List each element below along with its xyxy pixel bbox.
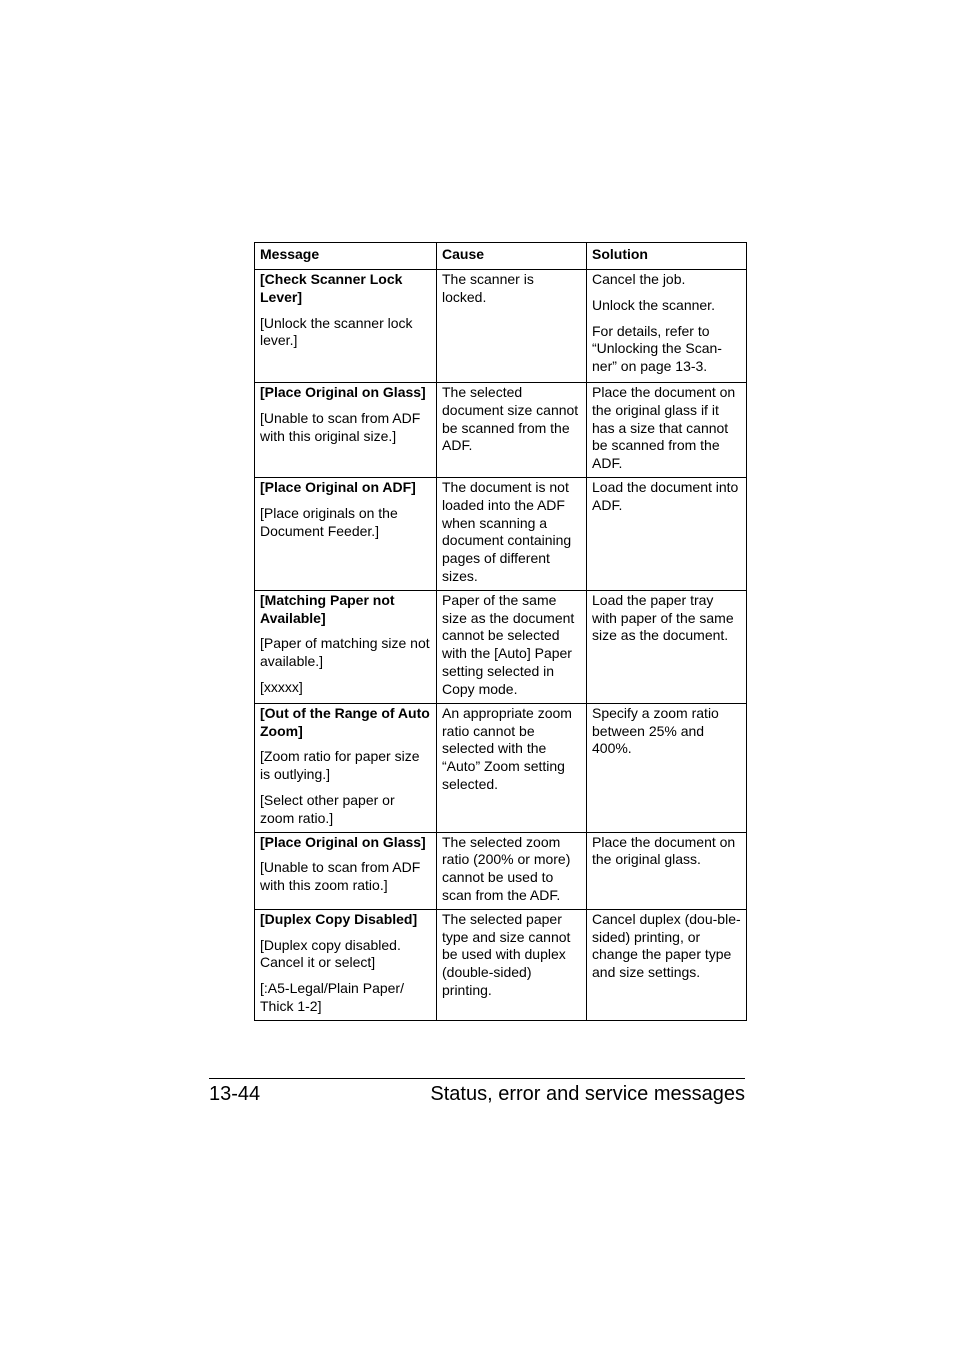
message-title: [Check Scanner Lock Lever]: [260, 271, 403, 305]
cause-cell: [437, 703, 587, 832]
message-text: [xxxxx]: [260, 678, 303, 695]
cause-text: Paper of the same size as the document cannot be selected with the [Auto] Paper setting selected in Copy mode.: [442, 591, 575, 697]
solution-text: Cancel duplex (dou-ble-sided) printing, or change the paper type and size settings.: [592, 910, 741, 981]
header-cause: Cause: [437, 243, 587, 270]
table-row: [255, 383, 747, 478]
table-row: [255, 909, 747, 1020]
solution-cell: [587, 590, 747, 703]
message-text: [Unlock the scanner lock lever.]: [260, 314, 413, 349]
table-row: [255, 478, 747, 591]
cause-text: The document is not loaded into the ADF when scanning a document containing pages of different sizes.: [442, 479, 572, 584]
cause-cell: [437, 270, 587, 383]
message-title: [Place Original on ADF]: [260, 479, 416, 495]
message-text: [Paper of matching size not available.]: [260, 635, 430, 670]
message-text: [Place originals on the Document Feeder.]: [260, 504, 398, 539]
table-row: [255, 832, 747, 909]
cause-text: The selected paper type and size cannot be used with duplex (double-sided) printing.: [442, 910, 571, 998]
solution-text: Place the document on the original glass.: [592, 833, 736, 868]
message-text: [Duplex copy disabled. Cancel it or select]: [260, 936, 401, 971]
solution-text: Cancel the job.: [592, 271, 686, 287]
solution-cell: [587, 703, 747, 832]
solution-text: Specify a zoom ratio between 25% and 400%.: [592, 704, 719, 757]
message-text: [Zoom ratio for paper size is outlying.]: [260, 748, 420, 783]
message-cell: [255, 590, 437, 703]
message-text: [:A5-Legal/Plain Paper/ Thick 1-2]: [260, 980, 404, 1014]
message-cell: [255, 383, 437, 478]
cause-text: The scanner is locked.: [442, 271, 534, 305]
message-title: [Duplex Copy Disabled]: [260, 910, 418, 927]
header-solution: Solution: [587, 243, 747, 270]
solution-text: Place the document on the original glass if it has a size that cannot be scanned from the ADF.: [592, 384, 736, 472]
table-row: [255, 590, 747, 703]
table-header-row: [255, 243, 747, 270]
solution-cell: [587, 909, 747, 1020]
message-cell: [255, 478, 437, 591]
cause-cell: [437, 832, 587, 909]
solution-text: Load the paper tray with paper of the same size as the document.: [592, 591, 734, 644]
table-row: [255, 703, 747, 832]
message-cell: [255, 270, 437, 383]
message-text: [Select other paper or zoom ratio.]: [260, 791, 395, 826]
message-title: [Matching Paper not Available]: [260, 591, 395, 626]
message-cell: [255, 832, 437, 909]
section-title: Status, error and service messages: [430, 1083, 745, 1105]
solution-text: Unlock the scanner.: [592, 296, 715, 313]
page-number: 13-44: [209, 1083, 261, 1105]
cause-cell: [437, 383, 587, 478]
cause-cell: [437, 909, 587, 1020]
solution-cell: [587, 270, 747, 383]
page-footer: [209, 1078, 745, 1105]
error-message-table: [254, 242, 747, 1021]
solution-cell: [587, 832, 747, 909]
cause-cell: [437, 478, 587, 591]
header-message: Message: [255, 243, 437, 270]
message-title: [Place Original on Glass]: [260, 384, 426, 400]
message-cell: [255, 909, 437, 1020]
cause-text: The selected document size cannot be scanned from the ADF.: [442, 384, 579, 454]
message-title: [Place Original on Glass]: [260, 833, 426, 850]
message-text: [Unable to scan from ADF with this zoom ratio.]: [260, 859, 421, 894]
cause-text: The selected zoom ratio (200% or more) cannot be used to scan from the ADF.: [442, 833, 571, 903]
solution-cell: [587, 478, 747, 591]
solution-cell: [587, 383, 747, 478]
cause-cell: [437, 590, 587, 703]
cause-text: An appropriate zoom ratio cannot be selected with the “Auto” Zoom setting selected.: [442, 704, 572, 792]
message-cell: [255, 703, 437, 832]
solution-text: Load the document into ADF.: [592, 479, 739, 513]
table-row: [255, 270, 747, 383]
solution-text: For details, refer to “Unlocking the Scan-ner” on page 13-3.: [592, 322, 722, 375]
message-title: [Out of the Range of Auto Zoom]: [260, 704, 430, 739]
message-text: [Unable to scan from ADF with this original size.]: [260, 409, 421, 444]
